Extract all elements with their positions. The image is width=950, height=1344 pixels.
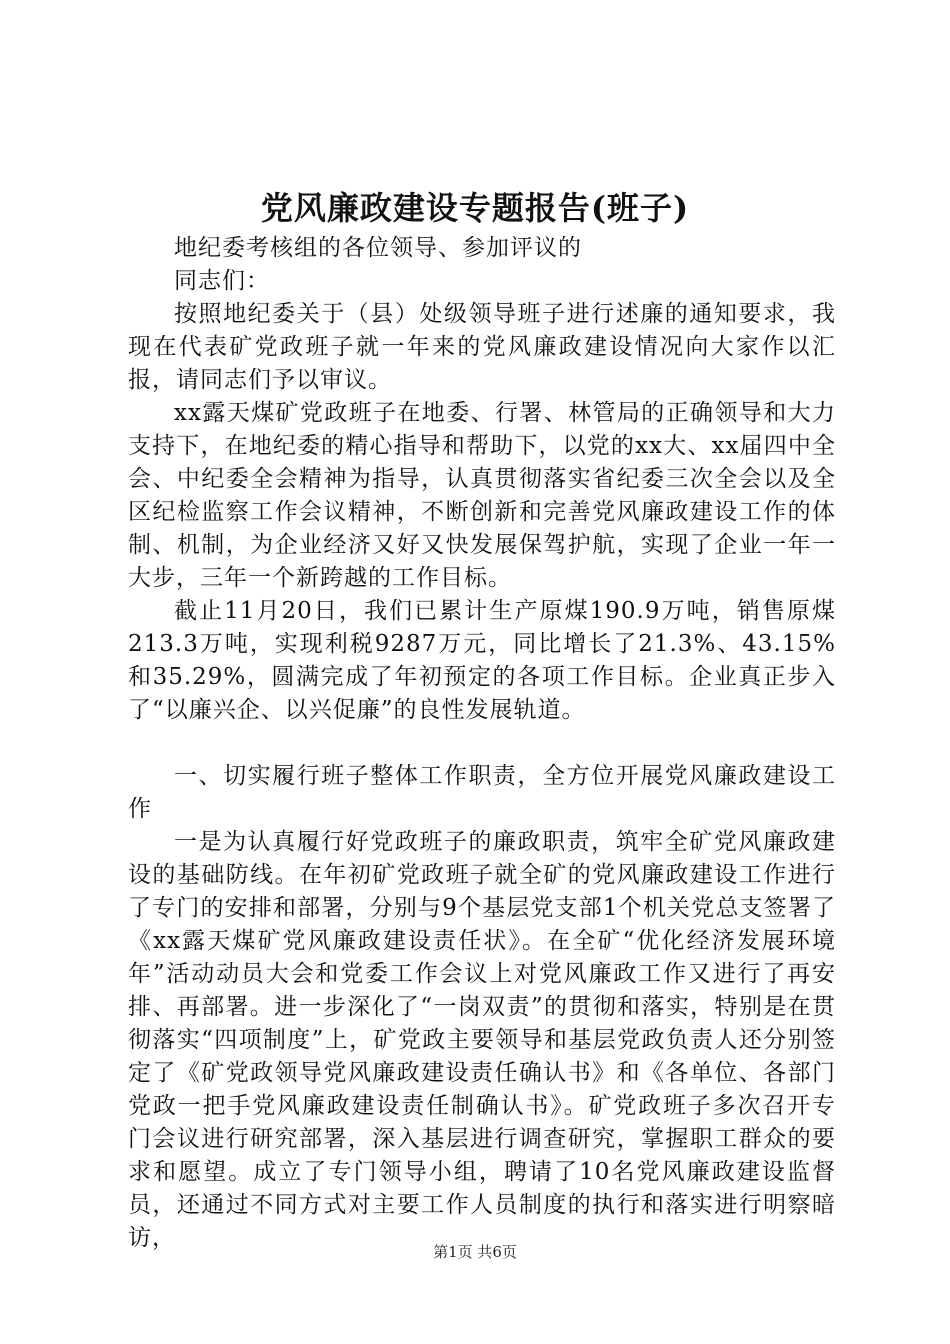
salutation-line-2: 同志们：: [174, 268, 270, 294]
page-number-footer: 第1页 共6页: [433, 1243, 517, 1261]
section-heading-1: 一、切实履行班子整体工作职责，全方位开展党风廉政建设工作: [128, 763, 836, 822]
paragraph-overview: xx露天煤矿党政班子在地委、行署、林管局的正确领导和大力支持下，在地纪委的精心指导和帮助下，以党的xx大、xx届四中全会、中纪委全会精神为指导，认真贯彻落实省纪委三次全会以及全区纪检监察工作会议精神，不断创新和完善党风廉政建设工作的体制、机制，为企业经济又好又快发展保驾护航，实现了企业一年一大步，三年一个新跨越的工作目标。: [128, 400, 836, 591]
document-title: 党风廉政建设专题报告(班子): [260, 189, 690, 227]
salutation-line-1: 地纪委考核组的各位领导、参加评议的: [174, 235, 582, 261]
paragraph-section-1-body: 一是为认真履行好党政班子的廉政职责，筑牢全矿党风廉政建设的基础防线。在年初矿党政班子就全矿的党风廉政建设工作进行了专门的安排和部署，分别与9个基层党支部1个机关党总支签署了《xx露天煤矿党风廉政建设责任状》。在全矿“优化经济发展环境年”活动动员大会和党委工作会议上对党风廉政工作又进行了再安排、再部署。进一步深化了“一岗双责”的贯彻和落实，特别是在贯彻落实“四项制度”上，矿党政主要领导和基层党政负责人还分别签定了《矿党政领导党风廉政建设责任确认书》和《各单位、各部门党政一把手党风廉政建设责任制确认书》。矿党政班子多次召开专门会议进行研究部署，深入基层进行调查研究，掌握职工群众的要求和愿望。成立了专门领导小组，聘请了10名党风廉政建设监督员，还通过不同方式对主要工作人员制度的执行和落实进行明察暗访，: [128, 829, 836, 1251]
paragraph-intro: 按照地纪委关于（县）处级领导班子进行述廉的通知要求，我现在代表矿党政班子就一年来的党风廉政建设情况向大家作以汇报，请同志们予以审议。: [128, 301, 836, 393]
document-body: [128, 232, 836, 1255]
paragraph-statistics: 截止11月20日，我们已累计生产原煤190.9万吨，销售原煤213.3万吨，实现利税9287万元，同比增长了21.3%、43.15%和35.29%，圆满完成了年初预定的各项工作目标。企业真正步入了“以廉兴企、以兴促廉”的良性发展轨道。: [128, 598, 836, 723]
